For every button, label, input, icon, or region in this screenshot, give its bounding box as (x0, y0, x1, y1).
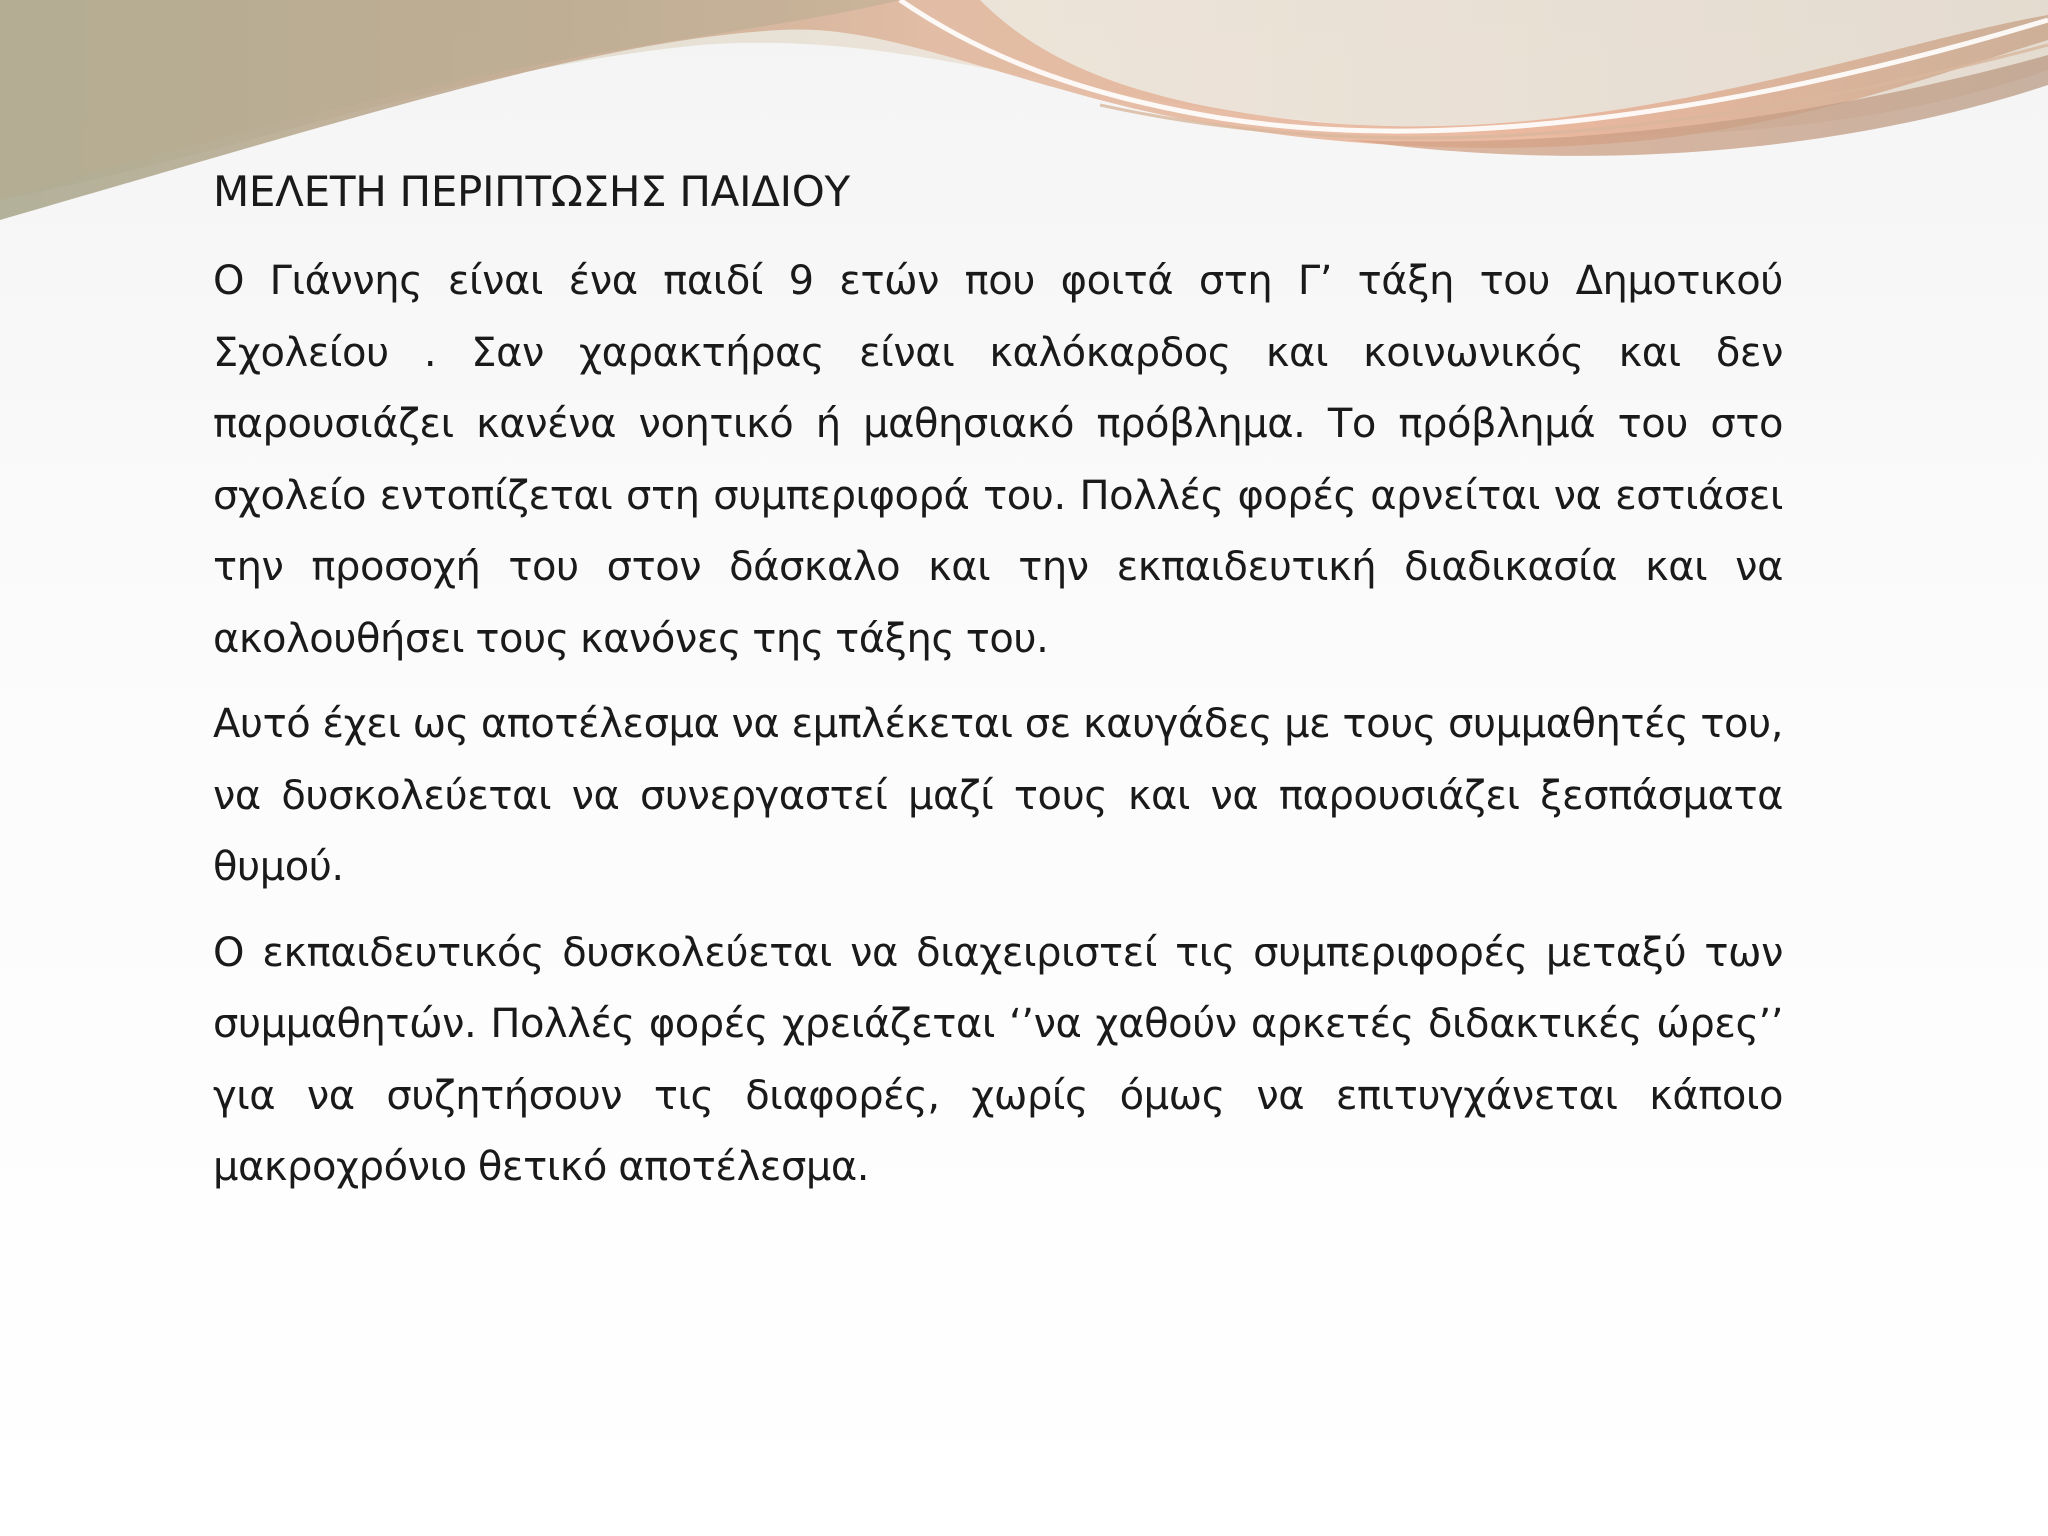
slide-title: ΜΕΛΕΤΗ ΠΕΡΙΠΤΩΣΗΣ ΠΑΙΔΙΟΥ (213, 167, 850, 216)
paragraph-intro: Ο Γιάννης είναι ένα παιδί 9 ετών που φοιτά στη Γ’ τάξη του Δημοτικού Σχολείου . Σαν χαρακτήρας είναι καλόκαρδος και κοινωνικός και δεν παρουσιάζει κανένα νοητικό ή μαθησιακό πρόβλημα. Το πρόβλημά του στο σχολείο εντοπίζεται στη συμπεριφορά του. Πολλές φορές αρνείται να εστιάσει την προσοχή του στον δάσκαλο και την εκπαιδευτική διαδικασία και να ακολουθήσει τους κανόνες της τάξης του. (213, 258, 1783, 662)
paragraph-consequences: Αυτό έχει ως αποτέλεσμα να εμπλέκεται σε καυγάδες με τους συμμαθητές του, να δυσκολεύεται να συνεργαστεί μαζί τους και να παρουσιάζει ξεσπάσματα θυμού. (213, 701, 1783, 890)
paragraph-teacher: Ο εκπαιδευτικός δυσκολεύεται να διαχειριστεί τις συμπεριφορές μεταξύ των συμμαθητών. Πολλές φορές χρειάζεται ‘’να χαθούν αρκετές διδακτικές ώρες’’ για να συζητήσουν τις διαφορές, χωρίς όμως να επιτυγχάνεται κάποιο μακροχρόνιο θετικό αποτέλεσμα. (213, 929, 1783, 1190)
slide-content (213, 160, 1783, 1218)
